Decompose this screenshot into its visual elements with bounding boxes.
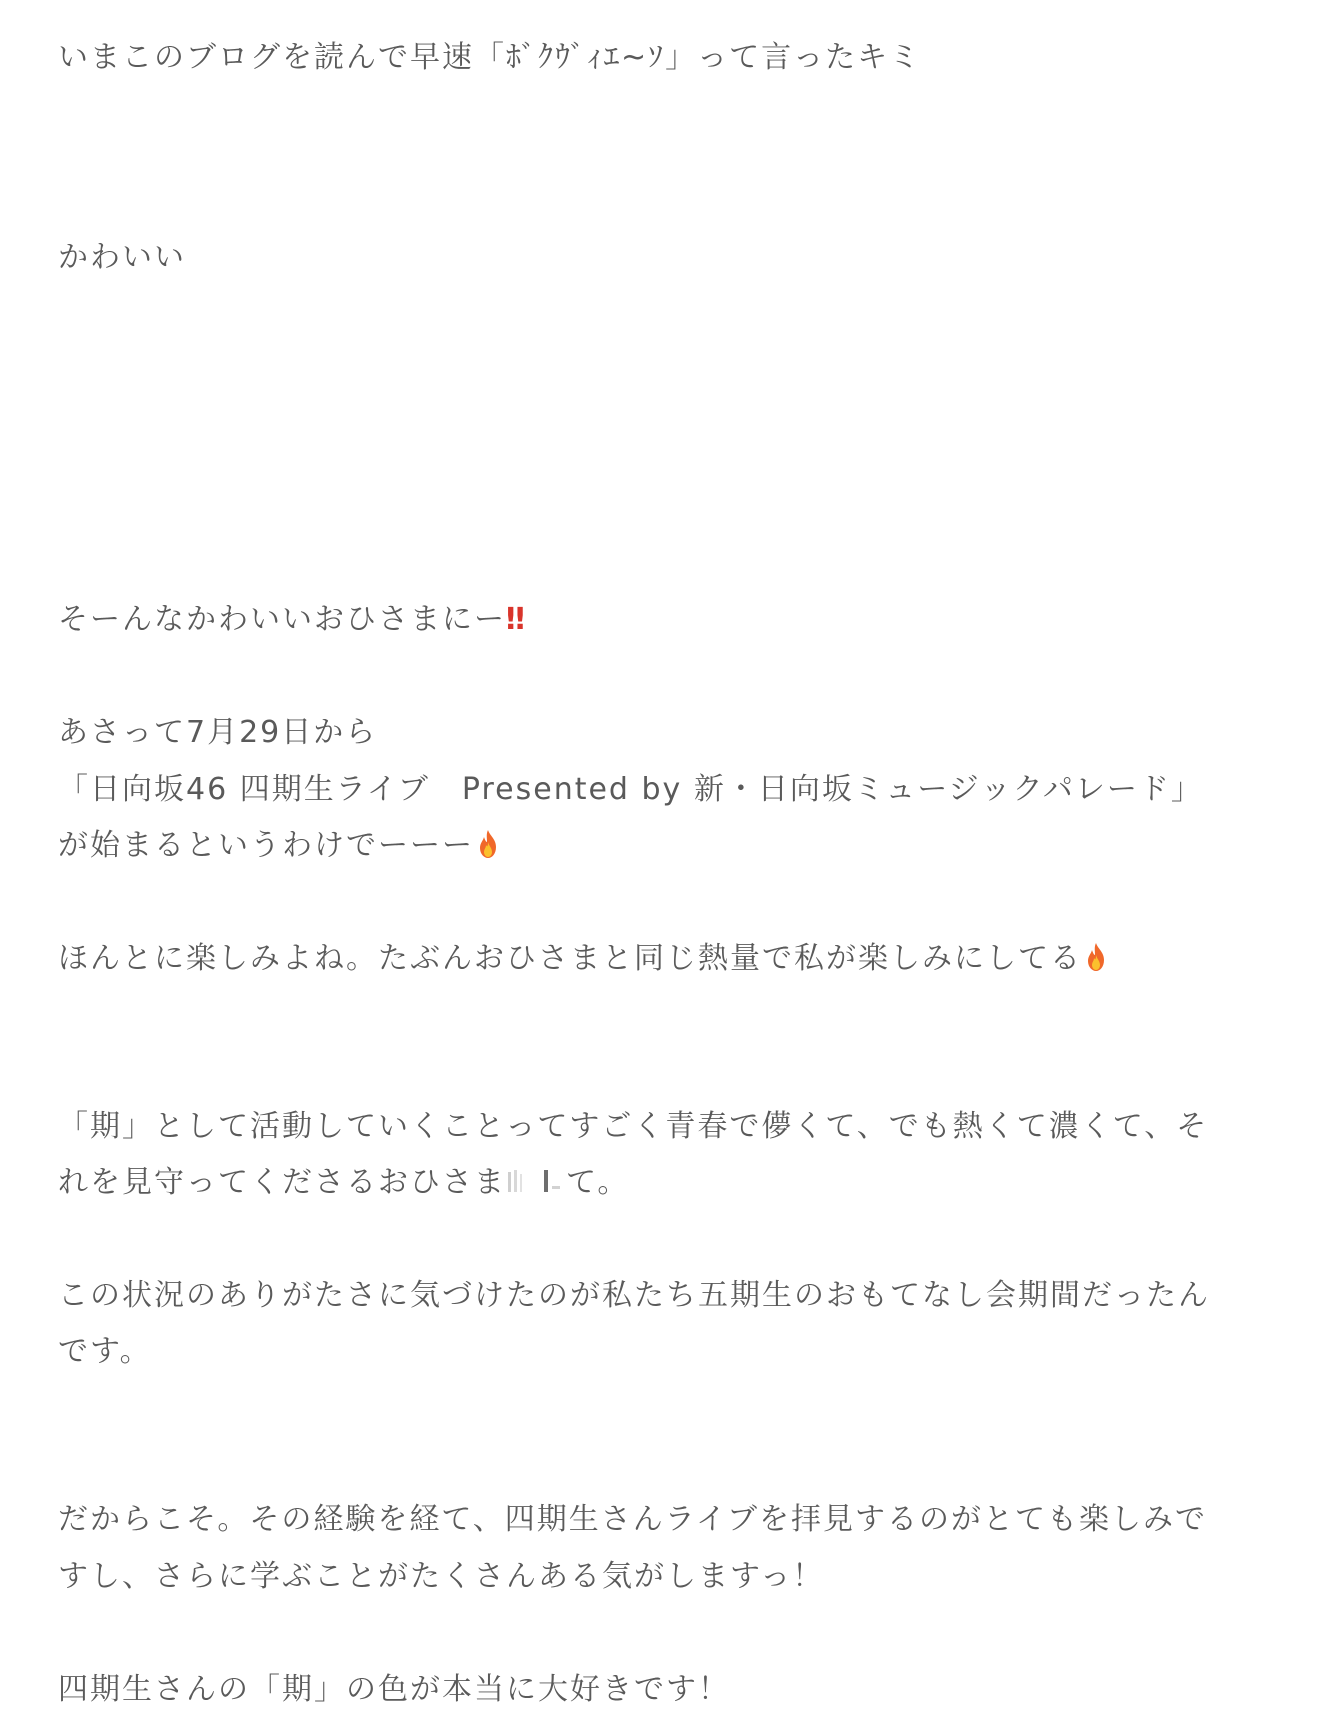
text-line-7-text: ほんとに楽しみよね。たぶんおひさまと同じ熱量で私が楽しみにしてる xyxy=(58,941,1082,976)
text-line-5: 「日向坂46 四期生ライブ Presented by 新・日向坂ミュージックパレード」 xyxy=(58,772,1203,807)
text-line-4: あさって7月29日から xyxy=(58,715,378,750)
text-line-14: 四期生さんの「期」の色が本当に大好きです！ xyxy=(58,1672,730,1707)
text-line-9-text: れを見守ってくださるおひさま xyxy=(58,1165,506,1200)
blurred-emoji xyxy=(506,1166,566,1196)
text-line-8: 「期」として活動していくことってすごく青春で儚くて、でも熱くて濃くて、そ xyxy=(58,1109,1209,1144)
fire-icon xyxy=(1084,942,1108,972)
text-line-6-text: が始まるというわけでーーー xyxy=(58,828,474,863)
text-line-6 xyxy=(58,826,500,866)
text-line-12: だからこそ。その経験を経て、四期生さんライブを拝見するのがとても楽しみで xyxy=(58,1502,1207,1537)
text-line-1: いまこのブログを読んで早速「ﾎﾞｸｳﾞｨｴ~ｿ」って言ったキミ xyxy=(58,40,922,75)
text-line-3-text: そーんなかわいいおひさまにー xyxy=(58,602,506,637)
text-line-10: この状況のありがたさに気づけたのが私たち五期生のおもてなし会期間だったん xyxy=(58,1278,1210,1313)
text-line-11: です。 xyxy=(58,1334,152,1369)
text-line-2: かわいい xyxy=(58,240,186,275)
text-line-13: すし、さらに学ぶことがたくさんある気がしますっ！ xyxy=(58,1559,825,1594)
text-line-7 xyxy=(58,939,1108,979)
text-line-3 xyxy=(58,600,521,640)
text-line-9-end: て。 xyxy=(566,1165,630,1200)
fire-icon xyxy=(476,829,500,859)
text-line-9 xyxy=(58,1163,629,1203)
double-exclamation-icon: ‼ xyxy=(506,602,521,637)
